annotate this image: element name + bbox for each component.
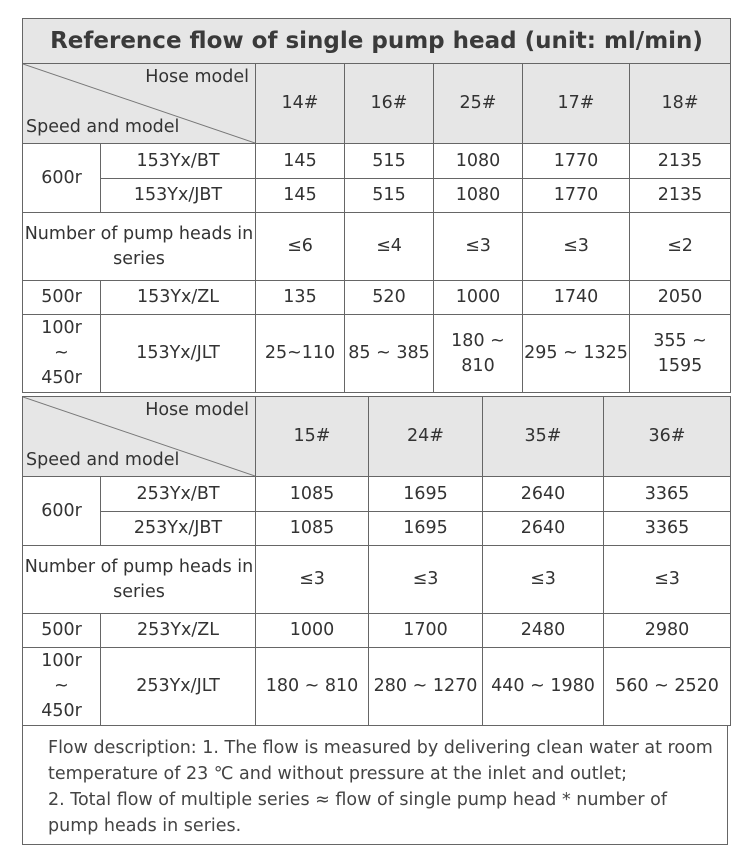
flow-value: 2640: [483, 477, 604, 512]
note-line-2: 2. Total flow of multiple series ≈ flow of single pump head * number of pump heads in series.: [48, 790, 667, 836]
speed-model-label: Speed and model: [26, 450, 180, 470]
flow-value: 85 ~ 385: [345, 315, 434, 393]
header-row: [23, 397, 731, 477]
flow-description-note: [22, 725, 728, 845]
header-row: [23, 64, 731, 144]
flow-value: 3365: [604, 477, 731, 512]
model-cell: 253Yx/JBT: [101, 512, 256, 546]
series-limit: ≤3: [483, 546, 604, 614]
hose-header: 18#: [630, 64, 731, 144]
table-row: [23, 179, 731, 213]
flow-value: 1080: [434, 144, 523, 179]
table-row: [23, 477, 731, 512]
flow-value: 1000: [256, 614, 369, 648]
flow-value: 515: [345, 179, 434, 213]
table-row: [23, 512, 731, 546]
speed-model-label: Speed and model: [26, 117, 180, 137]
series-limit: ≤3: [256, 546, 369, 614]
pump-heads-label: Number of pump heads in series: [23, 546, 256, 614]
model-cell: 153Yx/JLT: [101, 315, 256, 393]
flow-value: 2980: [604, 614, 731, 648]
flow-value: 440 ~ 1980: [483, 648, 604, 726]
flow-value: 1770: [523, 144, 630, 179]
flow-value: 1700: [369, 614, 483, 648]
diagonal-header-cell: [23, 64, 256, 144]
hose-header: 17#: [523, 64, 630, 144]
flow-value: 135: [256, 281, 345, 315]
flow-value: 180 ~ 810: [434, 315, 523, 393]
flow-value: 280 ~ 1270: [369, 648, 483, 726]
flow-value: 2480: [483, 614, 604, 648]
speed-range-sep: ~: [54, 343, 69, 363]
series-limit: ≤3: [434, 213, 523, 281]
speed-cell: 600r: [23, 144, 101, 213]
flow-value: 355 ~ 1595: [630, 315, 731, 393]
model-cell: 153Yx/BT: [101, 144, 256, 179]
flow-value: 1695: [369, 477, 483, 512]
speed-cell: 500r: [23, 281, 101, 315]
note-line-1: Flow description: 1. The flow is measured by delivering clean water at room temperature of 23 ℃ and without pressure at the inlet and outlet;: [48, 738, 713, 784]
speed-range-cell: [23, 648, 101, 726]
hose-model-label: Hose model: [145, 67, 249, 87]
table-title: Reference flow of single pump head (unit: ml/min): [23, 19, 731, 64]
series-limit: ≤4: [345, 213, 434, 281]
series-limit: ≤6: [256, 213, 345, 281]
table-row: [23, 315, 731, 393]
pump-heads-label: Number of pump heads in series: [23, 213, 256, 281]
flow-value: 1740: [523, 281, 630, 315]
flow-value: 3365: [604, 512, 731, 546]
model-cell: 253Yx/ZL: [101, 614, 256, 648]
model-cell: 253Yx/JLT: [101, 648, 256, 726]
hose-header: 14#: [256, 64, 345, 144]
flow-value: 1695: [369, 512, 483, 546]
speed-cell: 500r: [23, 614, 101, 648]
speed-range-cell: [23, 315, 101, 393]
table-row: [23, 144, 731, 179]
series-limit: ≤2: [630, 213, 731, 281]
hose-header: 15#: [256, 397, 369, 477]
hose-model-label: Hose model: [145, 400, 249, 420]
flow-value: 2640: [483, 512, 604, 546]
flow-value: 25~110: [256, 315, 345, 393]
table-row: [23, 213, 731, 281]
table-row: [23, 648, 731, 726]
model-cell: 153Yx/ZL: [101, 281, 256, 315]
hose-header: 35#: [483, 397, 604, 477]
flow-value: 2135: [630, 144, 731, 179]
flow-value: 1085: [256, 512, 369, 546]
flow-value: 1770: [523, 179, 630, 213]
flow-value: 180 ~ 810: [256, 648, 369, 726]
flow-value: 295 ~ 1325: [523, 315, 630, 393]
table-row: [23, 614, 731, 648]
flow-value: 1000: [434, 281, 523, 315]
model-cell: 253Yx/BT: [101, 477, 256, 512]
hose-header: 25#: [434, 64, 523, 144]
speed-cell: 600r: [23, 477, 101, 546]
table-row: [23, 546, 731, 614]
flow-value: 515: [345, 144, 434, 179]
diagonal-header-cell: [23, 397, 256, 477]
hose-header: 16#: [345, 64, 434, 144]
flow-value: 145: [256, 179, 345, 213]
flow-value: 1080: [434, 179, 523, 213]
flow-value: 145: [256, 144, 345, 179]
speed-range-top: 100r: [41, 318, 82, 338]
hose-header: 36#: [604, 397, 731, 477]
flow-value: 520: [345, 281, 434, 315]
flow-value: 1085: [256, 477, 369, 512]
series-limit: ≤3: [604, 546, 731, 614]
series-limit: ≤3: [523, 213, 630, 281]
speed-range-bottom: 450r: [41, 368, 82, 388]
speed-range-top: 100r: [41, 651, 82, 671]
flow-value: 560 ~ 2520: [604, 648, 731, 726]
table-row: [23, 281, 731, 315]
speed-range-sep: ~: [54, 676, 69, 696]
flow-value: 2135: [630, 179, 731, 213]
flow-table-153: [22, 18, 731, 393]
hose-header: 24#: [369, 397, 483, 477]
series-limit: ≤3: [369, 546, 483, 614]
flow-value: 2050: [630, 281, 731, 315]
flow-table-253: [22, 396, 731, 726]
model-cell: 153Yx/JBT: [101, 179, 256, 213]
speed-range-bottom: 450r: [41, 701, 82, 721]
title-row: [23, 19, 731, 64]
